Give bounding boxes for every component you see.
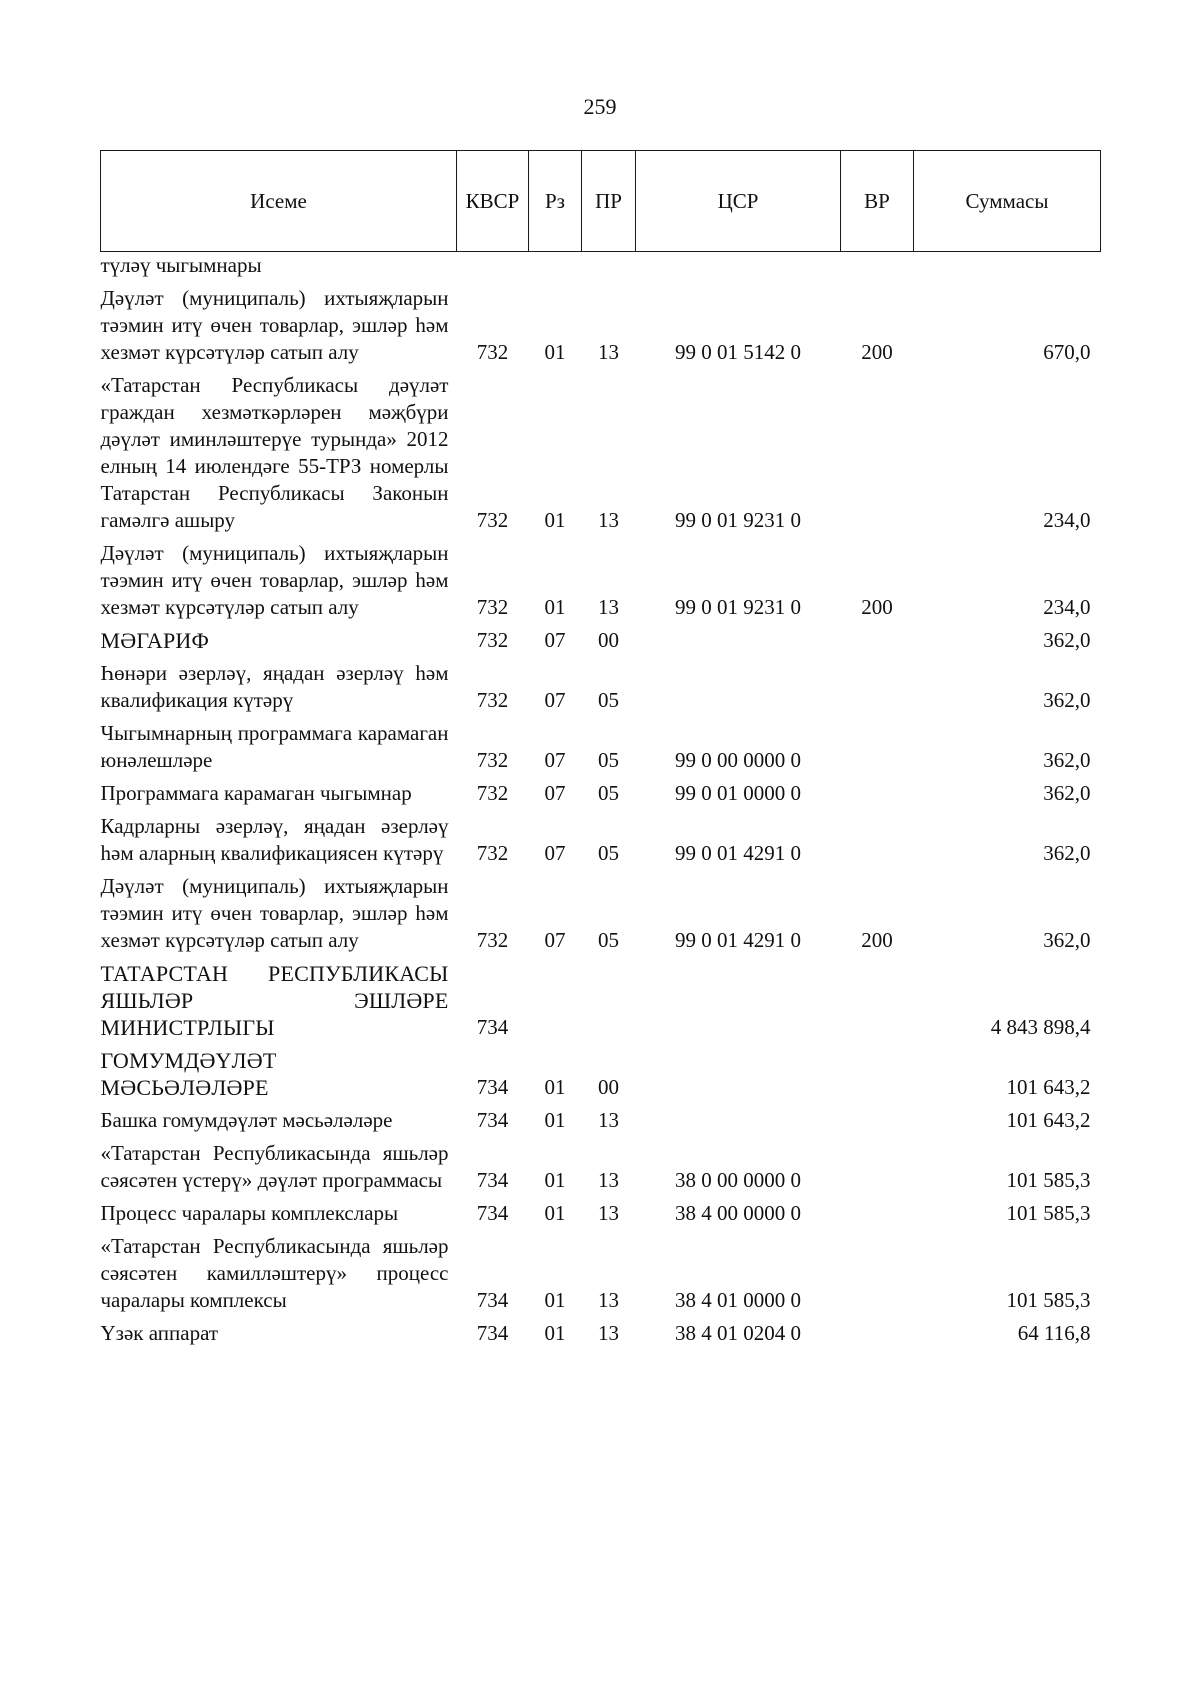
cell-rz: 07: [544, 748, 566, 772]
cell-csr: 99 0 01 5142 0: [675, 340, 801, 364]
cell-sum: 362,0: [1043, 841, 1091, 865]
cell-csr: [636, 252, 841, 283]
cell-kvsr: 734: [476, 1108, 509, 1132]
cell-pr: 13: [598, 1168, 619, 1192]
cell-name: түләү чыгымнары: [100, 253, 262, 277]
cell-rz: 07: [544, 781, 566, 805]
cell-name: Һөнәри әзерләү, яңадан әзерләү һәм квалификация күтәрү: [100, 661, 449, 712]
cell-pr: 13: [598, 1321, 619, 1345]
cell-vr: [841, 369, 914, 537]
cell-kvsr: 734: [476, 1201, 509, 1225]
cell-csr: 99 0 01 9231 0: [675, 595, 801, 619]
cell-kvsr: 732: [476, 688, 509, 712]
cell-rz: 01: [544, 1108, 566, 1132]
cell-vr: [841, 810, 914, 870]
cell-csr: 99 0 01 4291 0: [675, 928, 801, 952]
cell-kvsr: 732: [476, 628, 509, 652]
cell-csr: 99 0 01 4291 0: [675, 841, 801, 865]
cell-sum: 101 643,2: [1006, 1108, 1091, 1132]
cell-pr: 13: [598, 1108, 619, 1132]
cell-sum: 362,0: [1043, 781, 1091, 805]
cell-rz: 01: [544, 1321, 566, 1345]
cell-sum: 362,0: [1043, 928, 1091, 952]
cell-csr: 99 0 01 0000 0: [675, 781, 801, 805]
cell-pr: 05: [598, 781, 619, 805]
cell-sum: 234,0: [1043, 595, 1091, 619]
cell-kvsr: 732: [476, 595, 509, 619]
table-row: [101, 1317, 1101, 1350]
cell-name: Дәүләт (муниципаль) ихтыяҗларын тәэмин итү өчен товарлар, эшләр һәм хезмәт күрсәтүләр сатып алу: [100, 874, 449, 952]
cell-pr: [582, 252, 636, 283]
cell-name: Процесс чаралары комплекслары: [100, 1201, 399, 1225]
cell-csr: [636, 1044, 841, 1104]
table-row: [101, 810, 1101, 870]
cell-rz: 07: [544, 928, 566, 952]
cell-vr: [841, 1137, 914, 1197]
cell-vr: [841, 1104, 914, 1137]
cell-vr: [841, 1317, 914, 1350]
cell-pr: 13: [598, 508, 619, 532]
header-vr: ВР: [841, 151, 914, 252]
cell-vr: [841, 1197, 914, 1230]
cell-vr: [841, 777, 914, 810]
cell-name: Программага карамаган чыгымнар: [100, 781, 412, 805]
cell-sum: 670,0: [1043, 340, 1091, 364]
cell-kvsr: 734: [476, 1321, 509, 1345]
header-name: Исеме: [101, 151, 457, 252]
cell-vr: [841, 657, 914, 717]
cell-csr: [636, 1104, 841, 1137]
cell-csr: 38 4 01 0000 0: [675, 1288, 801, 1312]
table-body: [101, 252, 1101, 1351]
cell-rz: 01: [544, 595, 566, 619]
cell-sum: 101 643,2: [1006, 1075, 1091, 1099]
cell-vr: [841, 717, 914, 777]
cell-vr: [841, 624, 914, 657]
cell-kvsr: 734: [476, 1075, 509, 1099]
table-row: [101, 537, 1101, 624]
cell-kvsr: 732: [476, 841, 509, 865]
cell-name: «Татарстан Республикасында яшьләр сәясәтен үстерү» дәүләт программасы: [100, 1141, 449, 1192]
cell-rz: 01: [544, 508, 566, 532]
cell-rz: 07: [544, 688, 566, 712]
cell-vr: 200: [861, 928, 893, 952]
cell-pr: 05: [598, 688, 619, 712]
cell-kvsr: 734: [476, 1015, 509, 1039]
cell-pr: [582, 957, 636, 1044]
cell-name: Кадрларны әзерләү, яңадан әзерләү һәм аларның квалификациясен күтәрү: [100, 814, 449, 865]
cell-csr: [636, 657, 841, 717]
table-row: [101, 1197, 1101, 1230]
cell-rz: 07: [544, 628, 566, 652]
cell-rz: 01: [544, 1075, 566, 1099]
table-row: [101, 657, 1101, 717]
cell-sum: 362,0: [1043, 688, 1091, 712]
cell-pr: 00: [598, 1075, 619, 1099]
cell-sum: 64 116,8: [1017, 1321, 1091, 1345]
cell-rz: [529, 957, 582, 1044]
cell-csr: [636, 957, 841, 1044]
cell-kvsr: 734: [476, 1168, 509, 1192]
cell-kvsr: 732: [476, 928, 509, 952]
cell-kvsr: 732: [476, 781, 509, 805]
table-row: [101, 282, 1101, 369]
cell-pr: 13: [598, 595, 619, 619]
cell-pr: 13: [598, 340, 619, 364]
cell-rz: 01: [544, 1201, 566, 1225]
table-row: [101, 252, 1101, 283]
cell-csr: 99 0 00 0000 0: [675, 748, 801, 772]
cell-name: Дәүләт (муниципаль) ихтыяҗларын тәэмин итү өчен товарлар, эшләр һәм хезмәт күрсәтүләр сатып алу: [100, 286, 449, 364]
table-row: [101, 1104, 1101, 1137]
cell-kvsr: 732: [476, 508, 509, 532]
header-kvsr: КВСР: [457, 151, 529, 252]
table-row: [101, 624, 1101, 657]
cell-rz: 01: [544, 340, 566, 364]
cell-sum: 234,0: [1043, 508, 1091, 532]
cell-kvsr: 732: [476, 340, 509, 364]
page-number: 259: [583, 94, 617, 119]
cell-csr: 38 0 00 0000 0: [675, 1168, 801, 1192]
cell-sum: 101 585,3: [1006, 1288, 1091, 1312]
table-row: [101, 870, 1101, 957]
cell-name: МӘГАРИФ: [100, 628, 210, 653]
cell-pr: 13: [598, 1288, 619, 1312]
cell-rz: 07: [544, 841, 566, 865]
table-row: [101, 957, 1101, 1044]
cell-rz: 01: [544, 1288, 566, 1312]
budget-table: [100, 150, 1101, 1350]
cell-vr: [841, 1230, 914, 1317]
table-row: [101, 369, 1101, 537]
cell-vr: 200: [861, 340, 893, 364]
cell-vr: [841, 957, 914, 1044]
table-row: [101, 1044, 1101, 1104]
cell-sum: [914, 252, 1101, 283]
cell-sum: 362,0: [1043, 748, 1091, 772]
header-csr: ЦСР: [636, 151, 841, 252]
cell-name: «Татарстан Республикасы дәүләт граждан хезмәткәрләрен мәҗбүри дәүләт иминләштерүе турында» 2012 елның 14 июлендәге 55-ТРЗ номерлы Татарстан Республикасы Законын гамәлгә ашыру: [100, 373, 449, 532]
cell-pr: 05: [598, 841, 619, 865]
cell-csr: 38 4 01 0204 0: [675, 1321, 801, 1345]
table-row: [101, 717, 1101, 777]
header-sum: Суммасы: [914, 151, 1101, 252]
cell-pr: 05: [598, 748, 619, 772]
cell-name: Чыгымнарның программага карамаган юнәлешләре: [100, 721, 449, 772]
cell-name: ГОМУМДӘҮЛӘТ МӘСЬӘЛӘЛӘРЕ: [100, 1048, 277, 1100]
table-row: [101, 1137, 1101, 1197]
cell-name: «Татарстан Республикасында яшьләр сәясәтен камилләштерү» процесс чаралары комплексы: [100, 1234, 449, 1312]
cell-rz: 01: [544, 1168, 566, 1192]
cell-kvsr: [457, 252, 529, 283]
cell-name: Үзәк аппарат: [100, 1321, 219, 1345]
cell-vr: [841, 252, 914, 283]
header-rz: Рз: [529, 151, 582, 252]
cell-csr: 99 0 01 9231 0: [675, 508, 801, 532]
cell-name: ТАТАРСТАН РЕСПУБЛИКАСЫ ЯШЬЛӘР ЭШЛӘРЕ МИНИСТРЛЫГЫ: [100, 961, 449, 1040]
cell-vr: [841, 1044, 914, 1104]
table-header: [101, 151, 1101, 252]
header-pr: ПР: [582, 151, 636, 252]
cell-sum: 362,0: [1043, 628, 1091, 652]
cell-name: Башка гомумдәүләт мәсьәләләре: [100, 1108, 393, 1132]
cell-sum: 101 585,3: [1006, 1201, 1091, 1225]
cell-csr: 38 4 00 0000 0: [675, 1201, 801, 1225]
cell-kvsr: 734: [476, 1288, 509, 1312]
cell-rz: [529, 252, 582, 283]
cell-pr: 05: [598, 928, 619, 952]
table-row: [101, 1230, 1101, 1317]
cell-vr: 200: [861, 595, 893, 619]
cell-pr: 13: [598, 1201, 619, 1225]
cell-sum: 101 585,3: [1006, 1168, 1091, 1192]
cell-pr: 00: [598, 628, 619, 652]
cell-csr: [636, 624, 841, 657]
cell-sum: 4 843 898,4: [990, 1015, 1091, 1039]
cell-kvsr: 732: [476, 748, 509, 772]
cell-name: Дәүләт (муниципаль) ихтыяҗларын тәэмин итү өчен товарлар, эшләр һәм хезмәт күрсәтүләр сатып алу: [100, 541, 449, 619]
table-row: [101, 777, 1101, 810]
